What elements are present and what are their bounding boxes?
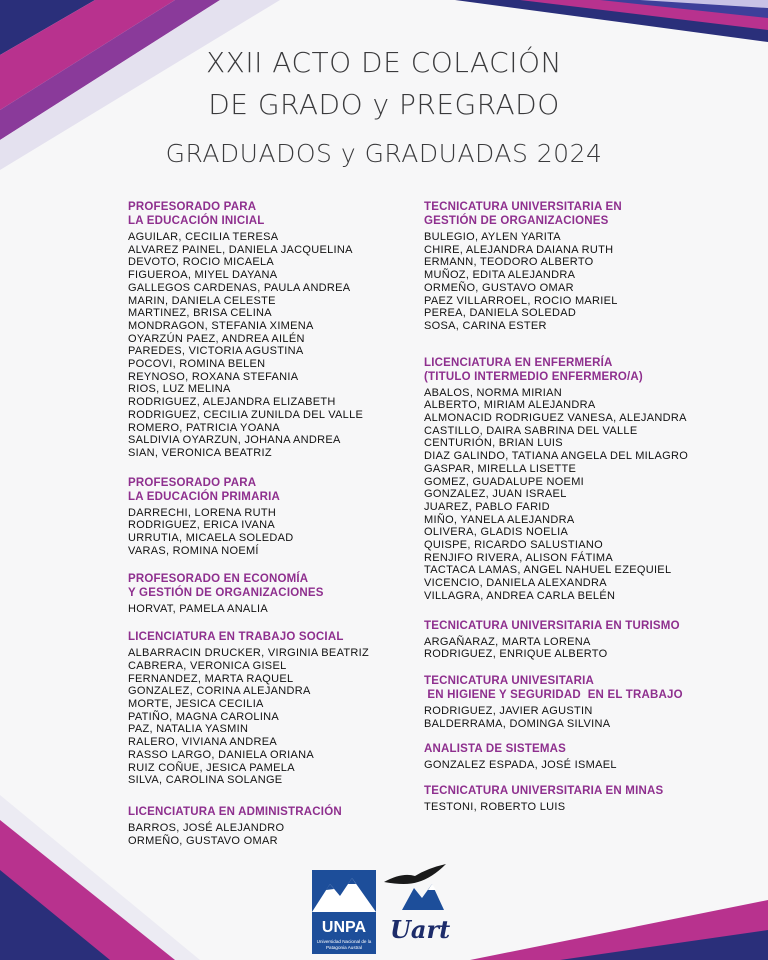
graduate-name: JUAREZ, PABLO FARID (424, 500, 550, 513)
graduate-name: VICENCIO, DANIELA ALEXANDRA (424, 577, 607, 590)
graduate-name: FIGUEROA, MIYEL DAYANA (128, 269, 278, 282)
graduate-name: RODRIGUEZ, CECILIA ZUNILDA DEL VALLE (128, 408, 364, 421)
graduate-name: AGUILAR, CECILIA TERESA (128, 231, 279, 243)
graduate-name: RALERO, VIVIANA ANDREA (128, 736, 278, 749)
degree-section (128, 476, 398, 558)
graduate-name: MONDRAGON, STEFANIA XIMENA (128, 319, 314, 332)
graduate-name: MUÑOZ, EDITA ALEJANDRA (424, 269, 576, 282)
graduate-name: SIAN, VERONICA BEATRIZ (128, 446, 272, 459)
graduate-name: CHIRE, ALEJANDRA DAIANA RUTH (424, 243, 614, 256)
degree-section (424, 356, 744, 603)
degree-title: LICENCIATURA EN TRABAJO SOCIAL (128, 631, 344, 644)
graduate-name: ALBERTO, MIRIAM ALEJANDRA (424, 399, 596, 412)
graduate-name: ALMONACID RODRIGUEZ VANESA, ALEJANDRA (424, 412, 687, 425)
graduate-list (424, 636, 744, 661)
degree-section (424, 674, 744, 730)
unpa-logo-text: UNPA (321, 919, 367, 936)
graduate-name: ORMEÑO, GUSTAVO OMAR (424, 281, 574, 294)
degree-title: TECNICATURA UNIVERSITARIA EN GESTIÓN DE ORGANIZACIONES (424, 201, 622, 227)
graduate-name: PAEZ VILLARROEL, ROCIO MARIEL (424, 294, 618, 307)
uart-logo (382, 860, 451, 958)
graduate-name: PATIÑO, MAGNA CAROLINA (128, 710, 280, 723)
graduate-name: PEREA, DANIELA SOLEDAD (424, 307, 577, 320)
graduate-list (128, 647, 398, 787)
degree-section (128, 200, 398, 460)
graduate-name: RIOS, LUZ MELINA (128, 383, 231, 396)
graduate-list (424, 801, 744, 814)
graduate-name: GONZALEZ, JUAN ISRAEL (424, 488, 567, 501)
degree-section (424, 784, 744, 814)
degree-section (424, 742, 744, 772)
graduate-name: MARIN, DANIELA CELESTE (128, 294, 276, 307)
graduate-list (424, 705, 744, 730)
mountain-icon (312, 870, 376, 912)
graduate-list (424, 759, 744, 772)
graduate-name: URRUTIA, MICAELA SOLEDAD (128, 532, 294, 545)
condor-icon (382, 860, 448, 910)
graduate-name: SOSA, CARINA ESTER (424, 319, 547, 332)
graduate-name: ROMERO, PATRICIA YOANA (128, 421, 281, 434)
graduate-name: QUISPE, RICARDO SALUSTIANO (424, 539, 603, 552)
graduate-name: GONZALEZ, CORINA ALEJANDRA (128, 685, 311, 698)
graduate-name: RODRIGUEZ, ENRIQUE ALBERTO (424, 648, 608, 661)
graduate-list (128, 507, 398, 558)
logos (310, 860, 460, 960)
graduate-name: RODRIGUEZ, ALEJANDRA ELIZABETH (128, 396, 336, 409)
graduate-name: DEVOTO, ROCIO MICAELA (128, 256, 275, 269)
graduate-name: POCOVI, ROMINA BELEN (128, 358, 266, 371)
graduate-name: RODRIGUEZ, ERICA IVANA (128, 519, 275, 532)
graduate-name: BARROS, JOSÉ ALEJANDRO (128, 821, 285, 834)
degree-title: TECNICATURA UNIVERSITARIA EN TURISMO (424, 619, 680, 632)
right-column (424, 200, 744, 814)
graduate-name: TESTONI, ROBERTO LUIS (424, 801, 566, 814)
graduate-name: GOMEZ, GUADALUPE NOEMI (424, 475, 585, 488)
degree-title: ANALISTA DE SISTEMAS (424, 743, 567, 756)
graduate-name: FERNANDEZ, MARTA RAQUEL (128, 672, 294, 685)
graduate-name: RUIZ COÑUE, JESICA PAMELA (128, 761, 295, 774)
graduate-name: PAREDES, VICTORIA AGUSTINA (128, 345, 304, 358)
left-column (128, 200, 398, 847)
graduate-name: ERMANN, TEODORO ALBERTO (424, 256, 594, 269)
graduate-name: SALDIVIA OYARZUN, JOHANA ANDREA (128, 434, 341, 447)
graduate-name: BALDERRAMA, DOMINGA SILVINA (424, 717, 611, 730)
degree-title: TECNICATURA UNIVESITARIA EN HIGIENE Y SEGURIDAD EN EL TRABAJO (424, 674, 683, 701)
title-line-1: XXII ACTO DE COLACIÓN (206, 46, 562, 79)
title-line-3: GRADUADOS y GRADUADAS 2024 (165, 139, 603, 168)
graduate-name: REYNOSO, ROXANA STEFANIA (128, 370, 299, 383)
graduate-name: ALVAREZ PAINEL, DANIELA JACQUELINA (128, 243, 353, 256)
graduate-name: MORTE, JESICA CECILIA (128, 697, 264, 710)
graduate-list (128, 231, 398, 460)
graduate-name: SILVA, CAROLINA SOLANGE (128, 774, 283, 787)
graduate-name: GONZALEZ ESPADA, JOSÉ ISMAEL (424, 759, 617, 772)
uart-logo-text: Uart (390, 915, 451, 944)
graduate-name: ALBARRACIN DRUCKER, VIRGINIA BEATRIZ (128, 647, 370, 660)
degree-title: LICENCIATURA EN ENFERMERÍA (TITULO INTERMEDIO ENFERMERO/A) (424, 356, 643, 383)
degree-section (128, 805, 398, 847)
unpa-logo (312, 870, 376, 954)
title-line-2: DE GRADO y PREGRADO (208, 88, 560, 121)
degree-section (128, 630, 398, 787)
degree-section (424, 619, 744, 661)
degree-title: PROFESORADO EN ECONOMÍA Y GESTIÓN DE ORGANIZACIONES (128, 573, 324, 600)
graduate-name: CENTURIÓN, BRIAN LUIS (424, 437, 563, 450)
graduate-name: OYARZÚN PAEZ, ANDREA AILÉN (128, 332, 305, 345)
graduate-name: GASPAR, MIRELLA LISETTE (424, 462, 577, 475)
graduate-name: MARTINEZ, BRISA CELINA (128, 307, 272, 320)
unpa-logo-subtitle: Universidad Nacional de la Patagonia Austral (316, 939, 372, 950)
graduate-name: ORMEÑO, GUSTAVO OMAR (128, 834, 278, 847)
graduate-name: VARAS, ROMINA NOEMÍ (128, 544, 259, 557)
graduate-list (128, 822, 398, 847)
graduate-name: RODRIGUEZ, JAVIER AGUSTIN (424, 704, 593, 717)
degree-title: TECNICATURA UNIVERSITARIA EN MINAS (424, 785, 664, 798)
graduate-name: CABRERA, VERONICA GISEL (128, 659, 287, 672)
graduate-name: DARRECHI, LORENA RUTH (128, 506, 277, 519)
degree-section (128, 572, 398, 616)
graduate-name: GALLEGOS CARDENAS, PAULA ANDREA (128, 281, 351, 294)
graduate-name: DIAZ GALINDO, TATIANA ANGELA DEL MILAGRO (424, 450, 689, 463)
graduate-name: HORVAT, PAMELA ANALIA (128, 603, 268, 616)
graduate-name: VILLAGRA, ANDREA CARLA BELÉN (424, 589, 616, 602)
graduate-name: ABALOS, NORMA MIRIAN (424, 386, 563, 399)
degree-title: LICENCIATURA EN ADMINISTRACIÓN (128, 805, 342, 818)
graduate-name: CASTILLO, DAIRA SABRINA DEL VALLE (424, 424, 638, 437)
graduate-name: RASSO LARGO, DANIELA ORIANA (128, 748, 314, 761)
graduate-name: OLIVERA, GLADIS NOELIA (424, 526, 569, 539)
graduate-name: ARGAÑARAZ, MARTA LORENA (424, 635, 591, 648)
degree-section (424, 200, 744, 333)
degree-title: PROFESORADO PARA LA EDUCACIÓN PRIMARIA (128, 476, 280, 503)
graduate-list (424, 387, 744, 603)
graduate-name: RENJIFO RIVERA, ALISON FÁTIMA (424, 551, 614, 564)
degree-title: PROFESORADO PARA LA EDUCACIÓN INICIAL (128, 201, 265, 227)
graduate-name: TACTACA LAMAS, ANGEL NAHUEL EZEQUIEL (424, 564, 672, 577)
graduate-name: PAZ, NATALIA YASMIN (128, 723, 249, 736)
graduate-name: BULEGIO, AYLEN YARITA (424, 231, 561, 243)
graduate-list (128, 603, 398, 616)
graduate-name: MIÑO, YANELA ALEJANDRA (424, 513, 575, 526)
graduate-list (424, 231, 744, 333)
